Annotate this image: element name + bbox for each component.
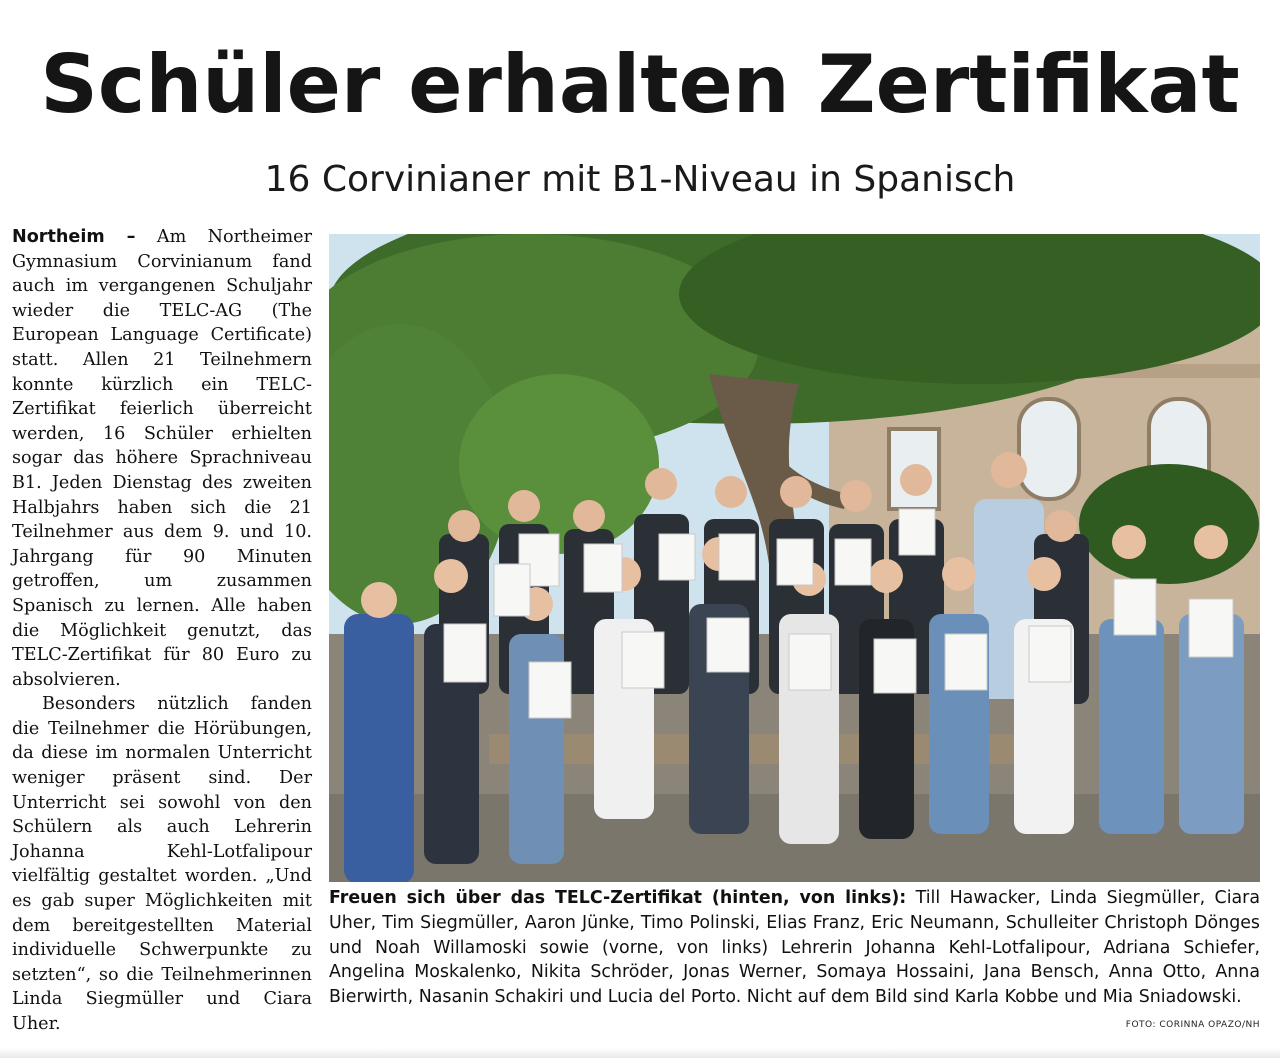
article-body <box>12 225 312 1037</box>
caption-lead: Freuen sich über das TELC-Zertifikat (hinten, von links): <box>329 888 907 908</box>
paragraph-1 <box>12 225 312 692</box>
group-photo-illustration <box>329 234 1260 882</box>
paragraph-2: Besonders nützlich fanden die Teilnehmer die Hörübungen, da diese im normalen Unterricht weniger präsent sind. Der Unterricht sei sowohl von den Schülern als auch Lehrerin Johanna Kehl-Lotfalipour vielfältig gestaltet worden. „Und es gab super Möglichkeiten mit dem bereitgestellten Material individuelle Schwerpunkte zu setzten“, so die Teilnehmerinnen Linda Siegmüller und Ciara Uher. <box>12 694 312 1034</box>
subheadline: 16 Corvinianer mit B1-Niveau in Spanisch <box>264 159 1016 200</box>
caption-text: Till Hawacker, Linda Siegmüller, Ciara Uher, Tim Siegmüller, Aaron Jünke, Timo Polinski, Elias Franz, Eric Neumann, Schulleiter Christoph Dönges und Noah Willamoski sowie (vorne, von links) Lehrerin Johanna Kehl-Lotfalipour, Adriana Schiefer, Angelina Moskalenko, Nikita Schröder, Jonas Werner, Somaya Hossaini, Jana Bensch, Anna Otto, Anna Bierwirth, Nasanin Schakiri und Lucia del Porto. Nicht auf dem Bild sind Karla Kobbe und Mia Sniadowski. <box>329 888 1260 1008</box>
headline: Schüler erhalten Zertifikat <box>40 38 1240 131</box>
dateline: Northeim – <box>12 227 136 247</box>
photo-credit: FOTO: CORINNA OPAZO/NH <box>1125 1020 1260 1030</box>
photo-caption <box>329 886 1260 1010</box>
paragraph-1-text: Am Northeimer Gymnasium Corvinianum fand auch im vergangenen Schuljahr wieder die TELC-AG (The European Language Certificate) statt. Allen 21 Teilnehmern konnte kürzlich ein TELC-Zertifikat feierlich überreicht werden, 16 Schüler erhielten sogar das höhere Sprachniveau B1. Jeden Dienstag des zweiten Halbjahrs haben sich die 21 Teilnehmer aus dem 9. und 10. Jahrgang für 90 Minuten getroffen, um zusammen Spanisch zu lernen. Alle haben die Möglichkeit genutzt, das TELC-Zertifikat für 80 Euro zu absolvieren. <box>12 227 312 690</box>
page-edge <box>0 1048 1280 1058</box>
group-photo <box>329 234 1260 882</box>
